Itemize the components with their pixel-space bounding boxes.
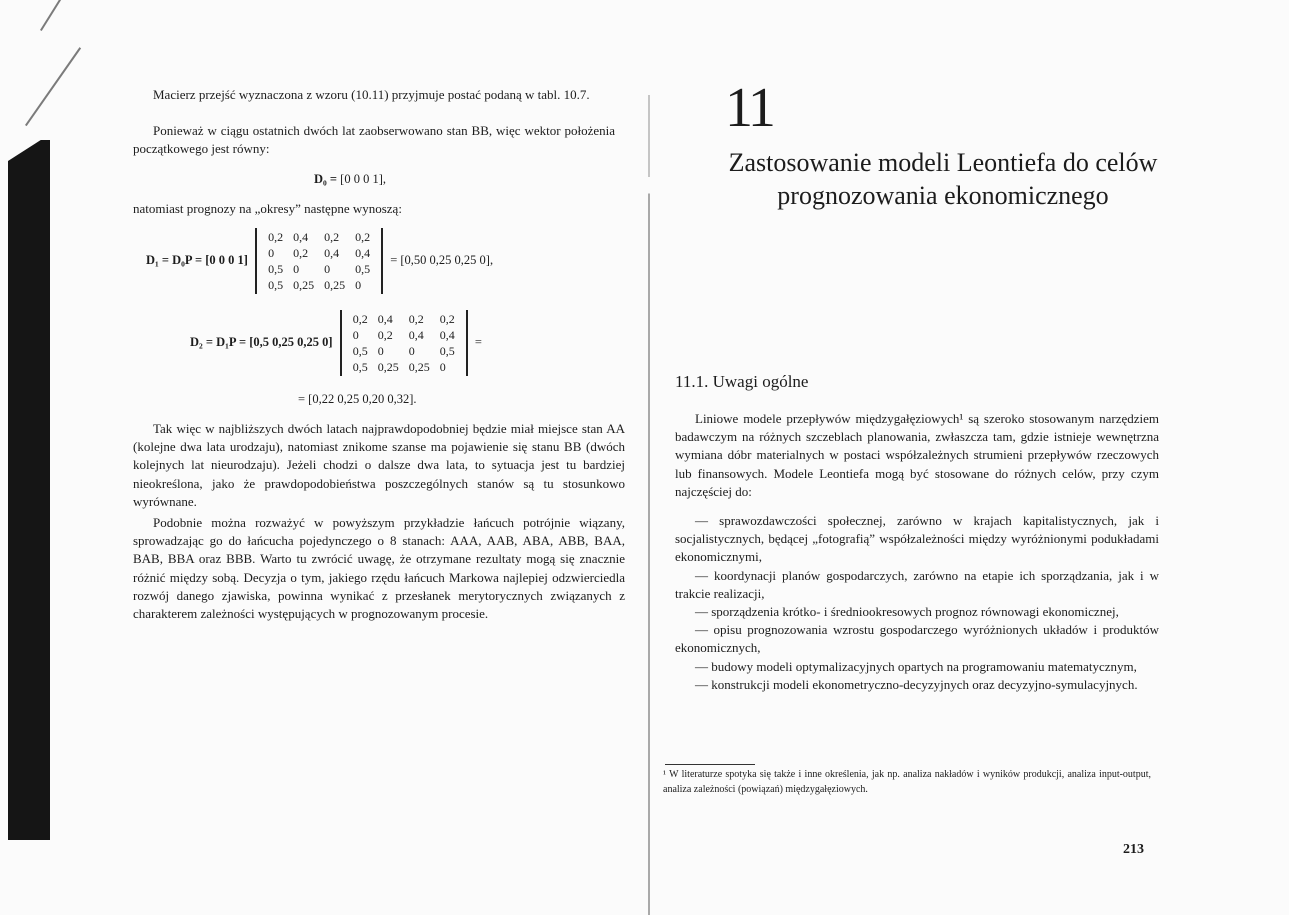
list-item: — koordynacji planów gospodarczych, zarówno na etapie ich sporządzania, jak i w trakcie realizacji,	[675, 567, 1159, 601]
paragraph-vector: Ponieważ w ciągu ostatnich dwóch lat zaobserwowano stan BB, więc wektor położenia początkowego jest równy:	[133, 123, 615, 157]
matrix-row: 0 0,2 0,4 0,4	[352, 328, 455, 342]
list-item: — konstrukcji modeli ekonometryczno-decyzyjnych oraz decyzyjno-symulacyjnych.	[695, 676, 1138, 692]
paragraph-conclusion: Tak więc w najbliższych dwóch latach najprawdopodobniej będzie miał miejsce stan AA (kolejne dwa lata urodzaju), natomiast znikome szanse ma pojawienie się stanu BB (dwóch kolejnych lat nieurodzaju). Jeżeli chodzi o dalsze dwa lata, to sytuacja jest tu bardziej nieokreślona, jako że prawdopodobieństwa poszczególnych stanów są tu stosunkowo wyrównane.	[133, 421, 625, 509]
formula-d1-rhs: = [0,50 0,25 0,25 0],	[390, 252, 494, 267]
formula-d0-label: D₀ =	[314, 172, 338, 186]
matrix-row: 0,2 0,4 0,2 0,2	[352, 312, 455, 326]
formula-d1-lhs: D₁ = D₀P = [0 0 0 1]	[146, 252, 248, 267]
footnote: ¹ W literaturze spotyka się także i inne określenia, jak np. analiza nakładów i wyników produkcji, analiza input-output, analiza zależności (powiązań) międzygałęziowych.	[663, 769, 1151, 795]
paragraph-intro: Macierz przejść wyznaczona z wzoru (10.11) przyjmuje postać podaną w tabl. 10.7.	[153, 87, 590, 102]
formula-d0-value: [0 0 0 1],	[340, 172, 386, 186]
usage-list	[675, 512, 1159, 694]
chapter-number: 11	[725, 77, 773, 139]
page-number: 213	[1123, 842, 1144, 857]
formula-d2	[190, 310, 482, 376]
section-title: 11.1. Uwagi ogólne	[675, 372, 809, 391]
formula-d2-lhs: D₂ = D₁P = [0,5 0,25 0,25 0]	[190, 334, 333, 349]
formula-d0	[314, 172, 386, 187]
footnote-rule	[665, 764, 755, 765]
paragraph-forecast: natomiast prognozy na „okresy” następne wynoszą:	[133, 201, 402, 216]
formula-d1	[146, 228, 493, 294]
matrix-row: 0,5 0 0 0,5	[352, 344, 455, 358]
right-page	[645, 0, 1289, 915]
matrix-row: 0,5 0 0 0,5	[268, 262, 371, 276]
list-item: — sprawozdawczości społecznej, zarówno w krajach kapitalistycznych, jak i socjalistycznych, będącej „fotografią” współzależności między wyróżnionymi podukładami ekonomicznymi,	[675, 513, 1159, 565]
matrix-row: 0 0,2 0,4 0,4	[268, 246, 371, 260]
matrix-row: 0,5 0,25 0,25 0	[268, 278, 362, 292]
matrix-row: 0,5 0,25 0,25 0	[352, 360, 446, 374]
list-item: — opisu prognozowania wzrostu gospodarczego wyróżnionych układów i produktów ekonomicznych,	[675, 622, 1159, 656]
chapter-title: Zastosowanie modeli Leontiefa do celów prognozowania ekonomicznego	[728, 148, 1158, 210]
list-item: — budowy modeli optymalizacyjnych opartych na programowaniu matematycznym,	[695, 658, 1137, 674]
transition-matrix	[255, 228, 383, 294]
transition-matrix	[340, 310, 468, 376]
list-item: — sporządzenia krótko- i średniookresowych prognoz równowagi ekonomicznej,	[695, 604, 1119, 620]
formula-d2-result: = [0,22 0,25 0,20 0,32].	[298, 392, 417, 406]
paragraph-triple-chain: Podobnie można rozważyć w powyższym przykładzie łańcuch potrójnie wiązany, sprowadzając go do łańcucha pojedynczego o 8 stanach: AAA, AAB, ABA, ABB, BAA, BAB, BBA oraz BBB. Warto tu zwrócić uwagę, że otrzymane rezultaty mogą się znacznie różnić między sobą. Decyzja o tym, jakiego rzędu łańcuch Markowa najlepiej odzwierciedla rozwój danego zjawiska, powinna wynikać z przesłanek merytorycznych związanych z charakterem zależności występujących w prognozowanym procesie.	[133, 515, 625, 622]
paragraph-main: Liniowe modele przepływów międzygałęziowych¹ są szeroko stosowanym narzędziem badawczym na różnych szczeblach planowania, zwłaszcza tam, gdzie istnieje wewnętrzna wymiana dóbr materialnych w postaci współzależnych strumieni przepływów rzeczowych lub finansowych. Modele Leontiefa mogą być stosowane do różnych celów, przy czym najczęściej do:	[675, 411, 1159, 499]
matrix-row: 0,2 0,4 0,2 0,2	[268, 230, 371, 244]
formula-d2-rhs: =	[474, 334, 482, 349]
